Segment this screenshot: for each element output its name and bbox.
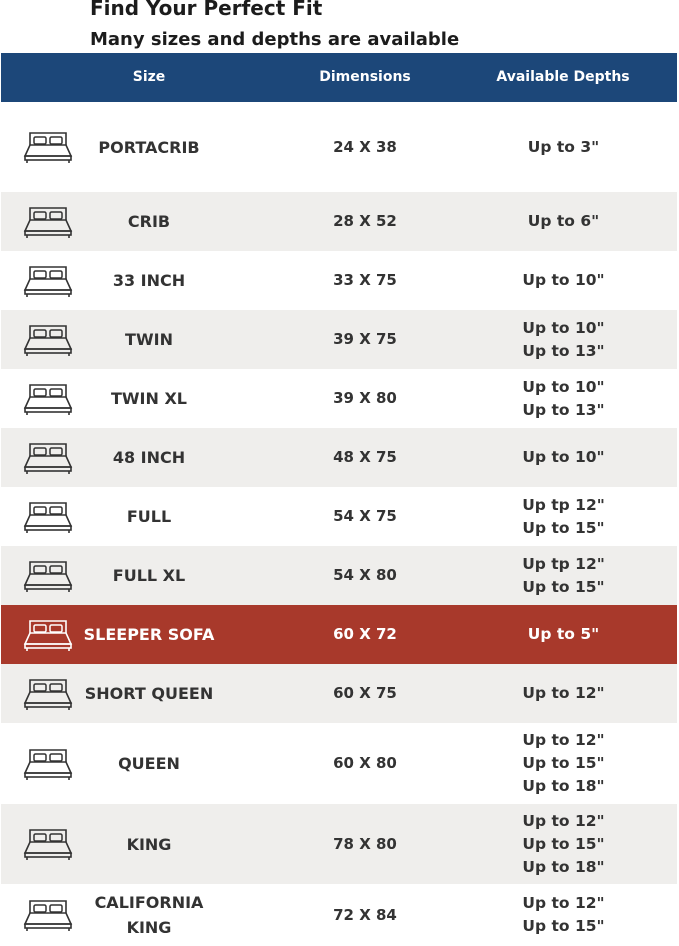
bed-icon (19, 428, 77, 487)
table-row (1, 605, 677, 664)
table-row (1, 102, 677, 192)
depths-cell (491, 546, 636, 605)
size-cell: SHORT QUEEN (84, 684, 214, 703)
bed-icon (19, 605, 77, 664)
dimensions-cell: 60 X 75 (333, 684, 397, 702)
size-cell: 48 INCH (112, 448, 186, 467)
depths-cell (491, 605, 636, 664)
size-cell: TWIN XL (110, 389, 187, 408)
bed-icon (19, 310, 77, 369)
depths-cell (491, 102, 636, 192)
table-row (1, 723, 677, 804)
depth-value: Up to 10" (522, 318, 605, 337)
dimensions-cell: 54 X 80 (333, 566, 397, 584)
depths-cell (491, 428, 636, 487)
depths-cell (491, 251, 636, 310)
depths-cell (491, 369, 636, 428)
depth-value: Up to 12" (522, 811, 605, 830)
depth-value: Up to 18" (522, 857, 605, 876)
dimensions-cell: 72 X 84 (333, 905, 397, 924)
table-header (1, 53, 677, 102)
bed-icon (19, 487, 77, 546)
table-row (1, 310, 677, 369)
bed-icon (19, 192, 77, 251)
table-row (1, 546, 677, 605)
depths-cell (491, 310, 636, 369)
size-cell: CRIB (127, 212, 171, 231)
dimensions-cell: 60 X 72 (333, 625, 397, 643)
depth-value: Up to 12" (522, 894, 605, 912)
bed-icon (19, 664, 77, 723)
depth-value: Up to 13" (522, 400, 605, 419)
size-cell: FULL (126, 507, 172, 526)
depth-value: Up to 10" (522, 448, 605, 466)
table-body (1, 102, 677, 946)
depth-value: Up to 15" (522, 834, 605, 853)
size-cell: FULL XL (112, 566, 186, 585)
size-cell: SLEEPER SOFA (83, 625, 215, 644)
table-row (1, 487, 677, 546)
table-row (1, 369, 677, 428)
bed-icon (19, 723, 77, 804)
column-header-dimensions: Dimensions (319, 69, 411, 85)
depth-value: Up to 12" (522, 731, 605, 749)
dimensions-cell: 33 X 75 (333, 271, 397, 289)
table-row (1, 428, 677, 487)
depth-value: Up to 3" (527, 137, 600, 156)
depth-value: Up to 13" (522, 341, 605, 360)
page-subtitle: Many sizes and depths are available (90, 29, 460, 50)
dimensions-cell: 54 X 75 (333, 507, 397, 525)
size-cell: TWIN (125, 330, 173, 349)
dimensions-cell: 48 X 75 (333, 448, 397, 466)
column-header-depths: Available Depths (496, 69, 630, 85)
depth-value: Up to 5" (527, 625, 600, 643)
size-cell: PORTACRIB (98, 137, 200, 157)
bed-icon (19, 546, 77, 605)
size-cell: 33 INCH (112, 271, 186, 290)
size-cell: QUEEN (118, 754, 180, 773)
dimensions-cell: 78 X 80 (333, 834, 397, 853)
dimensions-cell: 39 X 80 (333, 389, 397, 407)
dimensions-cell: 39 X 75 (333, 330, 397, 348)
depth-value: Up to 6" (527, 212, 600, 230)
depths-cell (491, 804, 636, 884)
depth-value: Up to 15" (522, 518, 605, 537)
dimensions-cell: 24 X 38 (333, 137, 397, 156)
bed-icon (19, 804, 77, 884)
size-cell: KING (126, 834, 172, 854)
depths-cell (491, 192, 636, 251)
size-cell: CALIFORNIA KING (94, 893, 204, 937)
bed-icon (19, 369, 77, 428)
depth-value: Up to 10" (522, 377, 605, 396)
depths-cell (491, 487, 636, 546)
bed-icon (19, 102, 77, 192)
dimensions-cell: 60 X 80 (333, 754, 397, 772)
depth-value: Up to 10" (522, 271, 605, 289)
depth-value: Up tp 12" (522, 554, 605, 573)
depth-value: Up to 15" (522, 577, 605, 596)
dimensions-cell: 28 X 52 (333, 212, 397, 230)
depth-value: Up tp 12" (522, 495, 605, 514)
depths-cell (491, 723, 636, 804)
depth-value: Up to 15" (522, 754, 605, 772)
table-row (1, 804, 677, 884)
bed-icon (19, 251, 77, 310)
size-table (1, 53, 677, 946)
table-row (1, 664, 677, 723)
depth-value: Up to 18" (522, 777, 605, 795)
column-header-size: Size (132, 69, 166, 85)
table-row (1, 251, 677, 310)
page-title: Find Your Perfect Fit (90, 0, 323, 20)
depth-value: Up to 12" (522, 684, 605, 702)
table-row (1, 192, 677, 251)
depth-value: Up to 15" (522, 917, 605, 935)
depths-cell (491, 664, 636, 723)
